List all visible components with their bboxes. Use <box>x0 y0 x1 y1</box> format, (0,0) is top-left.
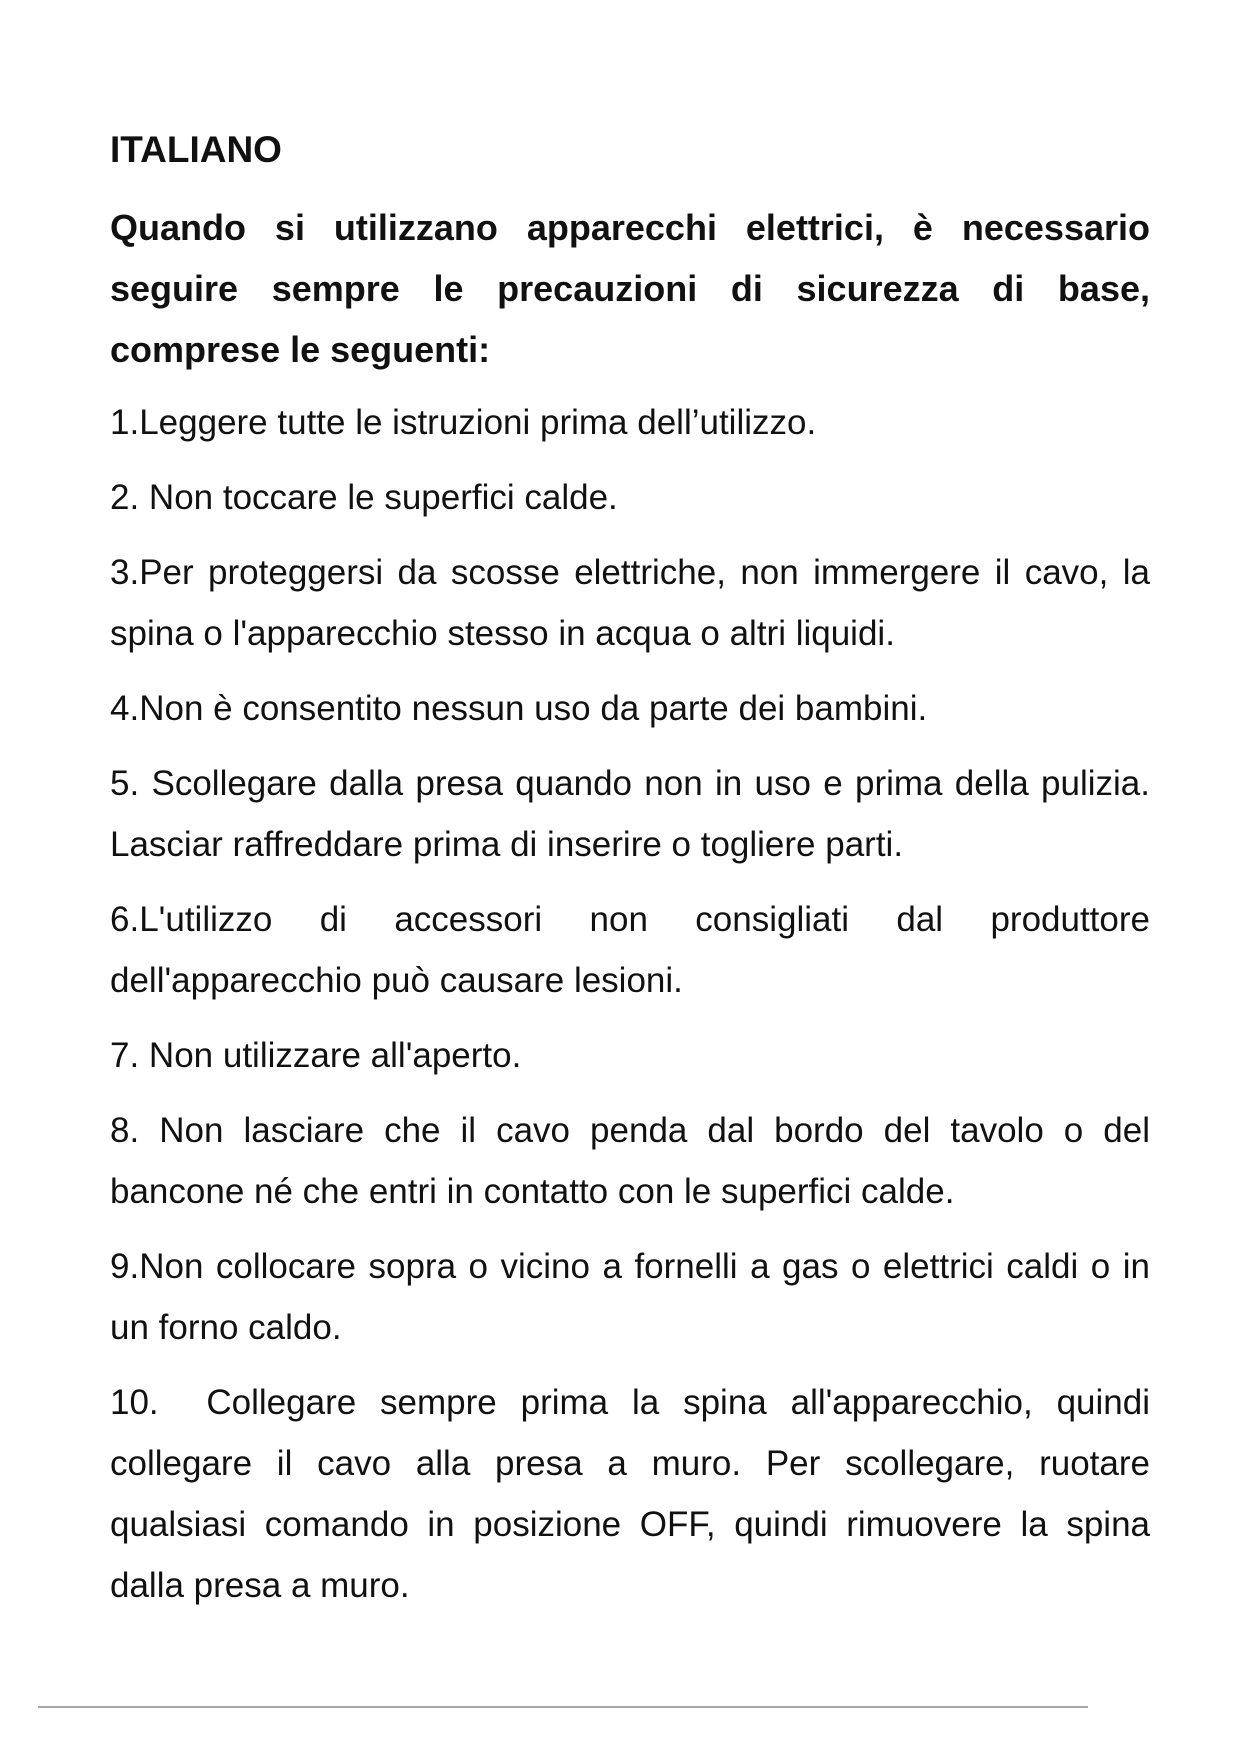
list-item <box>110 889 1150 1011</box>
item-number: 5. <box>110 763 152 803</box>
list-item <box>110 542 1150 664</box>
list-item <box>110 1100 1150 1222</box>
list-item <box>110 1372 1150 1616</box>
item-number: 1. <box>110 402 140 442</box>
intro-paragraph: Quando si utilizzano apparecchi elettrici, è necessario seguire sempre le precauzioni di sicurezza di base, comprese le seguenti: <box>110 206 1150 370</box>
list-item <box>110 678 1150 739</box>
item-number: 7. <box>110 1035 149 1075</box>
item-text: Leggere tutte le istruzioni prima dell’utilizzo. <box>139 402 817 442</box>
item-text: Non collocare sopra o vicino a fornelli a gas o elettrici caldi o in un forno caldo. <box>110 1246 1150 1347</box>
list-item <box>110 392 1150 453</box>
item-text: L'utilizzo di accessori non consigliati dal produttore dell'apparecchio può causare lesioni. <box>110 899 1150 1000</box>
item-number: 3. <box>110 552 140 592</box>
item-number: 10. <box>110 1382 207 1422</box>
item-number: 8. <box>110 1110 160 1150</box>
item-text: Non lasciare che il cavo penda dal bordo del tavolo o del bancone né che entri in contatto con le superfici calde. <box>110 1110 1150 1211</box>
language-heading: ITALIANO <box>110 129 282 170</box>
document-page <box>110 130 1150 1630</box>
list-item <box>110 467 1150 528</box>
list-item <box>110 1025 1150 1086</box>
item-number: 2. <box>110 477 149 517</box>
item-text: Non toccare le superfici calde. <box>148 477 618 517</box>
item-text: Non utilizzare all'aperto. <box>148 1035 522 1075</box>
item-text: Non è consentito nessun uso da parte dei bambini. <box>139 688 928 728</box>
item-text: Scollegare dalla presa quando non in uso e prima della pulizia. Lasciar raffreddare prima di inserire o togliere parti. <box>110 763 1150 864</box>
list-item <box>110 753 1150 875</box>
item-text: Collegare sempre prima la spina all'apparecchio, quindi collegare il cavo alla presa a muro. Per scollegare, ruotare qualsiasi comando in posizione OFF, quindi rimuovere la spina dalla presa a muro. <box>110 1382 1150 1605</box>
item-number: 9. <box>110 1246 140 1286</box>
item-number: 4. <box>110 688 140 728</box>
bottom-divider <box>38 1706 1088 1708</box>
list-item <box>110 1236 1150 1358</box>
item-text: Per proteggersi da scosse elettriche, non immergere il cavo, la spina o l'apparecchio stesso in acqua o altri liquidi. <box>110 552 1150 653</box>
item-number: 6. <box>110 899 140 939</box>
